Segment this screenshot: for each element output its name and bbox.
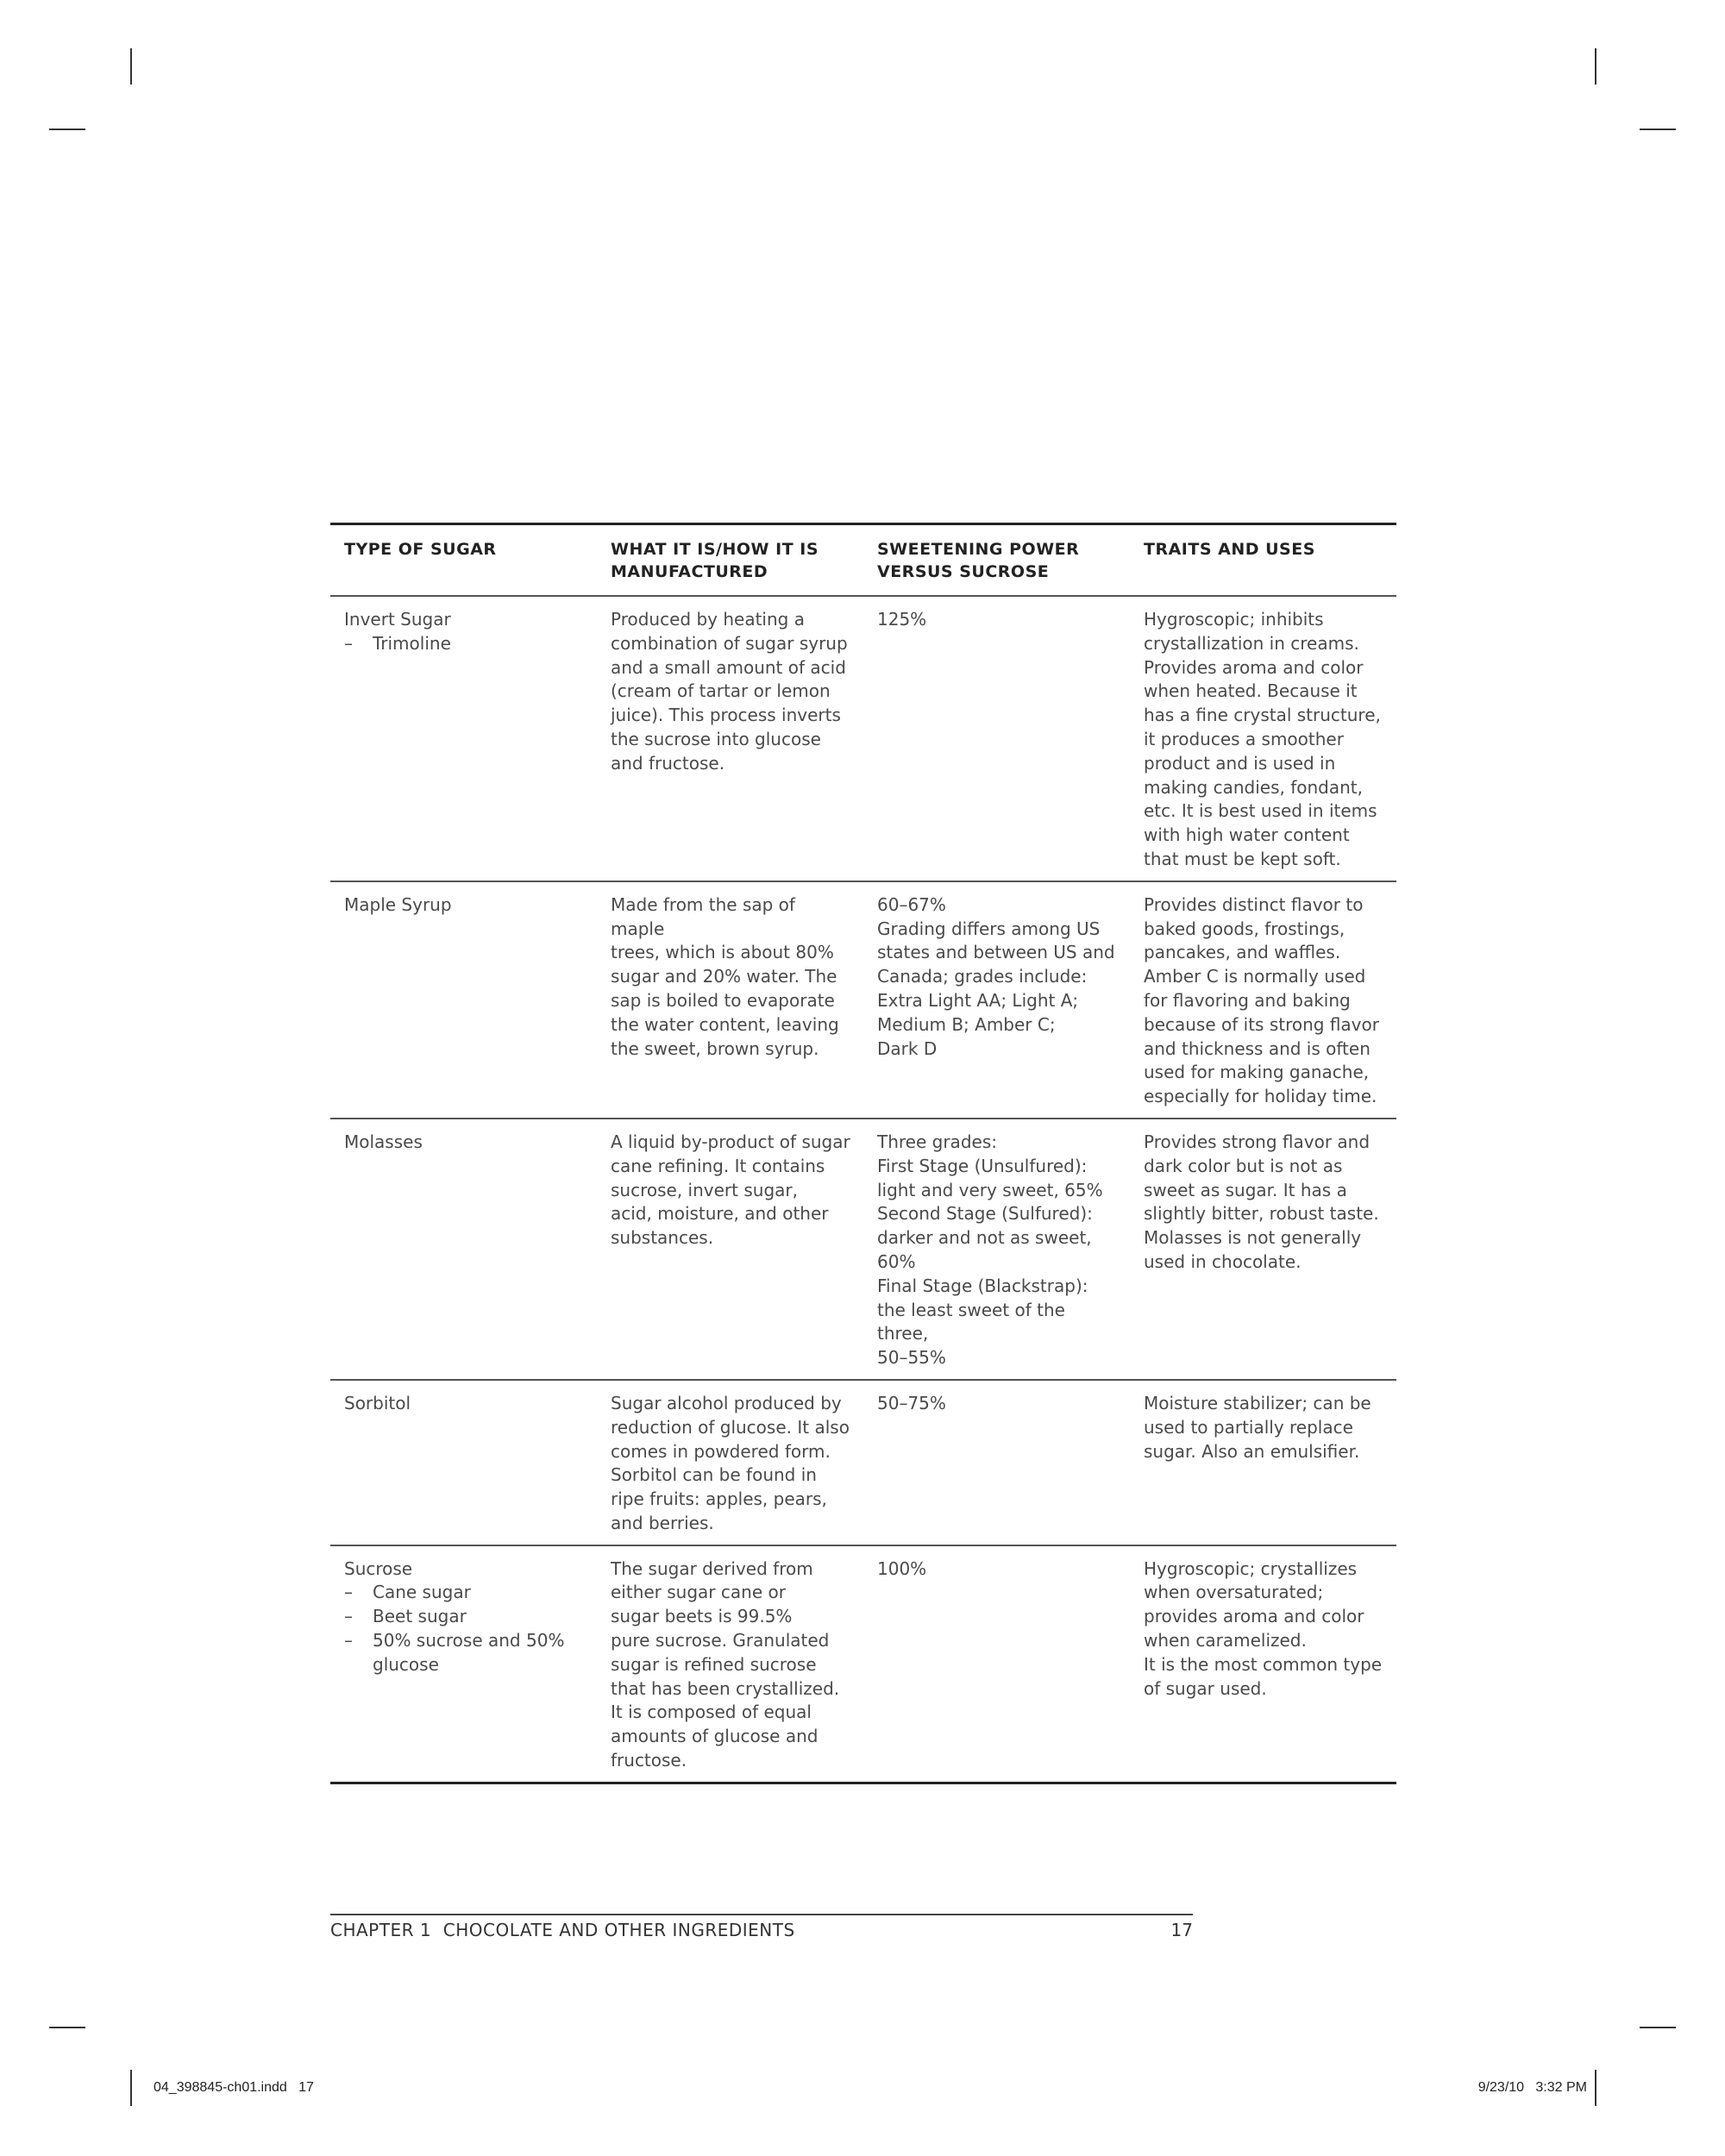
page-number: 17 bbox=[1170, 1920, 1193, 1940]
subtype-item: – Cane sugar bbox=[344, 1581, 585, 1605]
crop-mark-top-left-vertical bbox=[130, 48, 132, 85]
cell-power: 50–75% bbox=[877, 1392, 946, 1413]
sugar-types-table bbox=[330, 523, 1396, 1784]
subtype-item: – Beet sugar bbox=[344, 1605, 585, 1629]
running-footer-chapter: CHAPTER 1 CHOCOLATE AND OTHER INGREDIENTS bbox=[330, 1920, 795, 1940]
cell-power: 100% bbox=[877, 1557, 927, 1579]
sugar-name: Sorbitol bbox=[344, 1392, 411, 1413]
subtype-item: – 50% sucrose and 50% glucose bbox=[344, 1629, 585, 1677]
header-type-of-sugar: TYPE OF SUGAR bbox=[344, 540, 497, 559]
cell-traits: Hygroscopic; crystallizes when oversaturated; provides aroma and color when caramelized. It is the most common type of sugar used. bbox=[1144, 1557, 1383, 1699]
subtype-list bbox=[344, 632, 585, 656]
cell-power: 125% bbox=[877, 609, 927, 630]
header-traits-and-uses: TRAITS AND USES bbox=[1144, 540, 1315, 559]
cell-type bbox=[330, 881, 597, 1119]
cell-type bbox=[330, 596, 597, 881]
cell-what: The sugar derived from either sugar cane or sugar beets is 99.5% pure sucrose. Granulated sugar is refined sucrose that has been crystallized. It is composed of equal amounts of glucose and fructose. bbox=[611, 1557, 840, 1771]
table-header-row bbox=[330, 524, 1396, 597]
cell-what: A liquid by-product of sugar cane refining. It contains sucrose, invert sugar, acid, moisture, and other substances. bbox=[611, 1131, 850, 1249]
cell-type bbox=[330, 1545, 597, 1783]
table-row bbox=[330, 1119, 1396, 1380]
cell-type bbox=[330, 1380, 597, 1545]
cell-traits: Moisture stabilizer; can be used to partially replace sugar. Also an emulsifier. bbox=[1144, 1392, 1371, 1462]
slug-filename: 04_398845-ch01.indd 17 bbox=[154, 2080, 314, 2095]
crop-mark-bottom-left-vertical bbox=[130, 2070, 132, 2106]
crop-mark-bottom-right-horizontal bbox=[1640, 2027, 1676, 2028]
cell-traits: Provides strong flavor and dark color but is not as sweet as sugar. It has a slightly bitter, robust taste. Molasses is not generally used in chocolate. bbox=[1144, 1131, 1379, 1272]
sugar-name: Invert Sugar bbox=[344, 609, 451, 630]
footer-rule bbox=[330, 1914, 1193, 1915]
table-row bbox=[330, 1545, 1396, 1783]
table-row bbox=[330, 596, 1396, 881]
crop-mark-bottom-right-vertical bbox=[1595, 2070, 1596, 2106]
cell-power: Three grades: First Stage (Unsulfured): light and very sweet, 65% Second Stage (Sulfured): darker and not as sweet, 60% Final Stage (Blackstrap): the least sweet of the three, 50–55% bbox=[877, 1131, 1103, 1369]
sugar-name: Molasses bbox=[344, 1131, 423, 1152]
cell-what: Made from the sap of maple trees, which is about 80% sugar and 20% water. The sap is boiled to evaporate the water content, leaving the sweet, brown syrup. bbox=[611, 893, 839, 1059]
slug-timestamp: 9/23/10 3:32 PM bbox=[1477, 2080, 1587, 2095]
cell-what: Produced by heating a combination of sugar syrup and a small amount of acid (cream of tartar or lemon juice). This process inverts the sucrose into glucose and fructose. bbox=[611, 609, 848, 774]
cell-type bbox=[330, 1119, 597, 1380]
table-row bbox=[330, 1380, 1396, 1545]
cell-power: 60–67% Grading differs among US states and between US and Canada; grades include: Extra Light AA; Light A; Medium B; Amber C; Dark D bbox=[877, 893, 1115, 1059]
crop-mark-bottom-left-horizontal bbox=[49, 2027, 85, 2028]
sugar-name: Maple Syrup bbox=[344, 893, 452, 915]
subtype-item: – Trimoline bbox=[344, 632, 585, 656]
sugar-name: Sucrose bbox=[344, 1557, 413, 1579]
crop-mark-top-right-horizontal bbox=[1640, 128, 1676, 130]
table-row bbox=[330, 881, 1396, 1119]
crop-mark-top-left-horizontal bbox=[49, 128, 85, 130]
subtype-list bbox=[344, 1581, 585, 1677]
cell-what: Sugar alcohol produced by reduction of glucose. It also comes in powdered form. Sorbitol can be found in ripe fruits: apples, pears, and berries. bbox=[611, 1392, 850, 1533]
crop-mark-top-right-vertical bbox=[1595, 48, 1596, 85]
cell-traits: Hygroscopic; inhibits crystallization in creams. Provides aroma and color when heated. Because it has a fine crystal structure, it produces a smoother product and is used in making candies, fondant, etc. It is best used in items with high water content that must be kept soft. bbox=[1144, 609, 1381, 869]
cell-traits: Provides distinct flavor to baked goods, frostings, pancakes, and waffles. Amber C is normally used for flavoring and baking because of its strong flavor and thickness and is often used for making ganache, especially for holiday time. bbox=[1144, 893, 1379, 1107]
header-sweetening-power: SWEETENING POWER VERSUS SUCROSE bbox=[877, 540, 1080, 581]
header-what-it-is: WHAT IT IS/HOW IT IS MANUFACTURED bbox=[611, 540, 819, 581]
